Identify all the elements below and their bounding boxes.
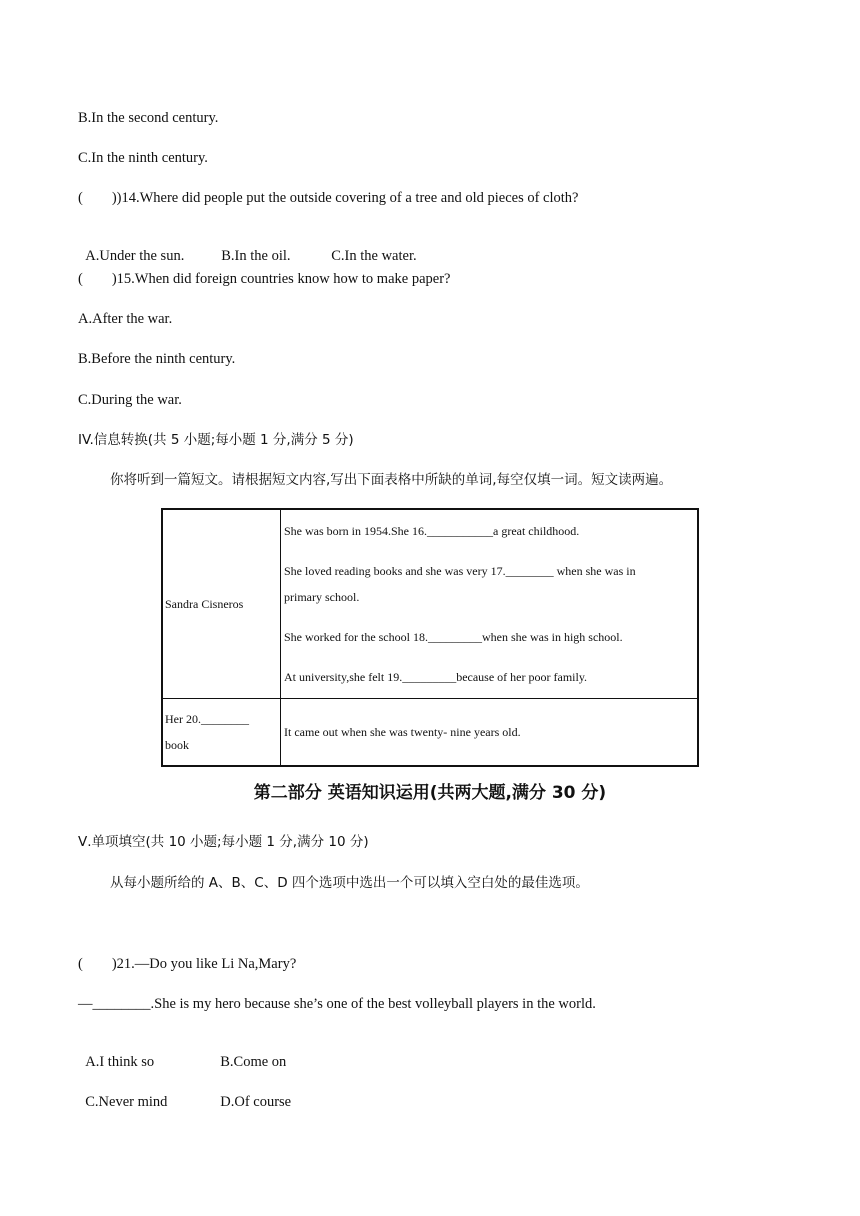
q14-options xyxy=(78,229,417,265)
q21-options-row2 xyxy=(78,1075,291,1111)
part2-title: 第二部分 英语知识运用(共两大题,满分 30 分) xyxy=(253,783,607,803)
row1-line-17: She loved reading books and she was very 17.________ when she was in xyxy=(284,564,636,578)
q14-option-b: B.In the oil. xyxy=(221,248,291,264)
table-row xyxy=(162,509,698,699)
section4-instruction: 你将听到一篇短文。请根据短文内容,写出下面表格中所缺的单词,每空仅填一词。短文读两遍。 xyxy=(110,472,673,488)
row2-label xyxy=(162,699,281,767)
q15-option-c: C.During the war. xyxy=(78,392,182,408)
q21-option-a: A.I think so xyxy=(85,1054,155,1070)
q21-options-row1 xyxy=(78,1035,286,1071)
row2-content: It came out when she was twenty- nine years old. xyxy=(281,699,699,767)
row1-content xyxy=(281,509,699,699)
q15-question: ( )15.When did foreign countries know how to make paper? xyxy=(78,271,451,287)
section5-heading: Ⅴ.单项填空(共 10 小题;每小题 1 分,满分 10 分) xyxy=(78,834,369,850)
section4-heading: IV.信息转换(共 5 小题;每小题 1 分,满分 5 分) xyxy=(78,432,354,448)
q21-option-d: D.Of course xyxy=(220,1094,292,1110)
row1-line-16: She was born in 1954.She 16.___________a great childhood. xyxy=(284,524,580,538)
q14-question: ( ))14.Where did people put the outside covering of a tree and old pieces of cloth? xyxy=(78,190,579,206)
row2-label-line-1: Her 20.________ xyxy=(165,712,249,726)
q14-option-c: C.In the water. xyxy=(331,248,417,264)
q21-answer-line: —________.She is my hero because she’s one of the best volleyball players in the world. xyxy=(78,996,596,1012)
q21-option-c: C.Never mind xyxy=(85,1094,168,1110)
q15-option-a: A.After the war. xyxy=(78,311,173,327)
q13-option-b: B.In the second century. xyxy=(78,110,219,126)
info-table xyxy=(161,508,699,767)
row1-label: Sandra Cisneros xyxy=(162,509,281,699)
section5-instruction: 从每小题所给的 A、B、C、D 四个选项中选出一个可以填入空白处的最佳选项。 xyxy=(110,875,589,891)
q14-option-a: A.Under the sun. xyxy=(85,248,185,264)
q13-option-c: C.In the ninth century. xyxy=(78,150,208,166)
q21-question: ( )21.—Do you like Li Na,Mary? xyxy=(78,956,297,972)
q21-option-b: B.Come on xyxy=(220,1054,287,1070)
row1-line-17-cont: primary school. xyxy=(284,590,360,604)
row1-line-19: At university,she felt 19._________because of her poor family. xyxy=(284,670,588,684)
row2-label-line-2: book xyxy=(165,738,189,752)
table-row xyxy=(162,699,698,767)
row1-line-18: She worked for the school 18._________when she was in high school. xyxy=(284,630,623,644)
q15-option-b: B.Before the ninth century. xyxy=(78,351,236,367)
